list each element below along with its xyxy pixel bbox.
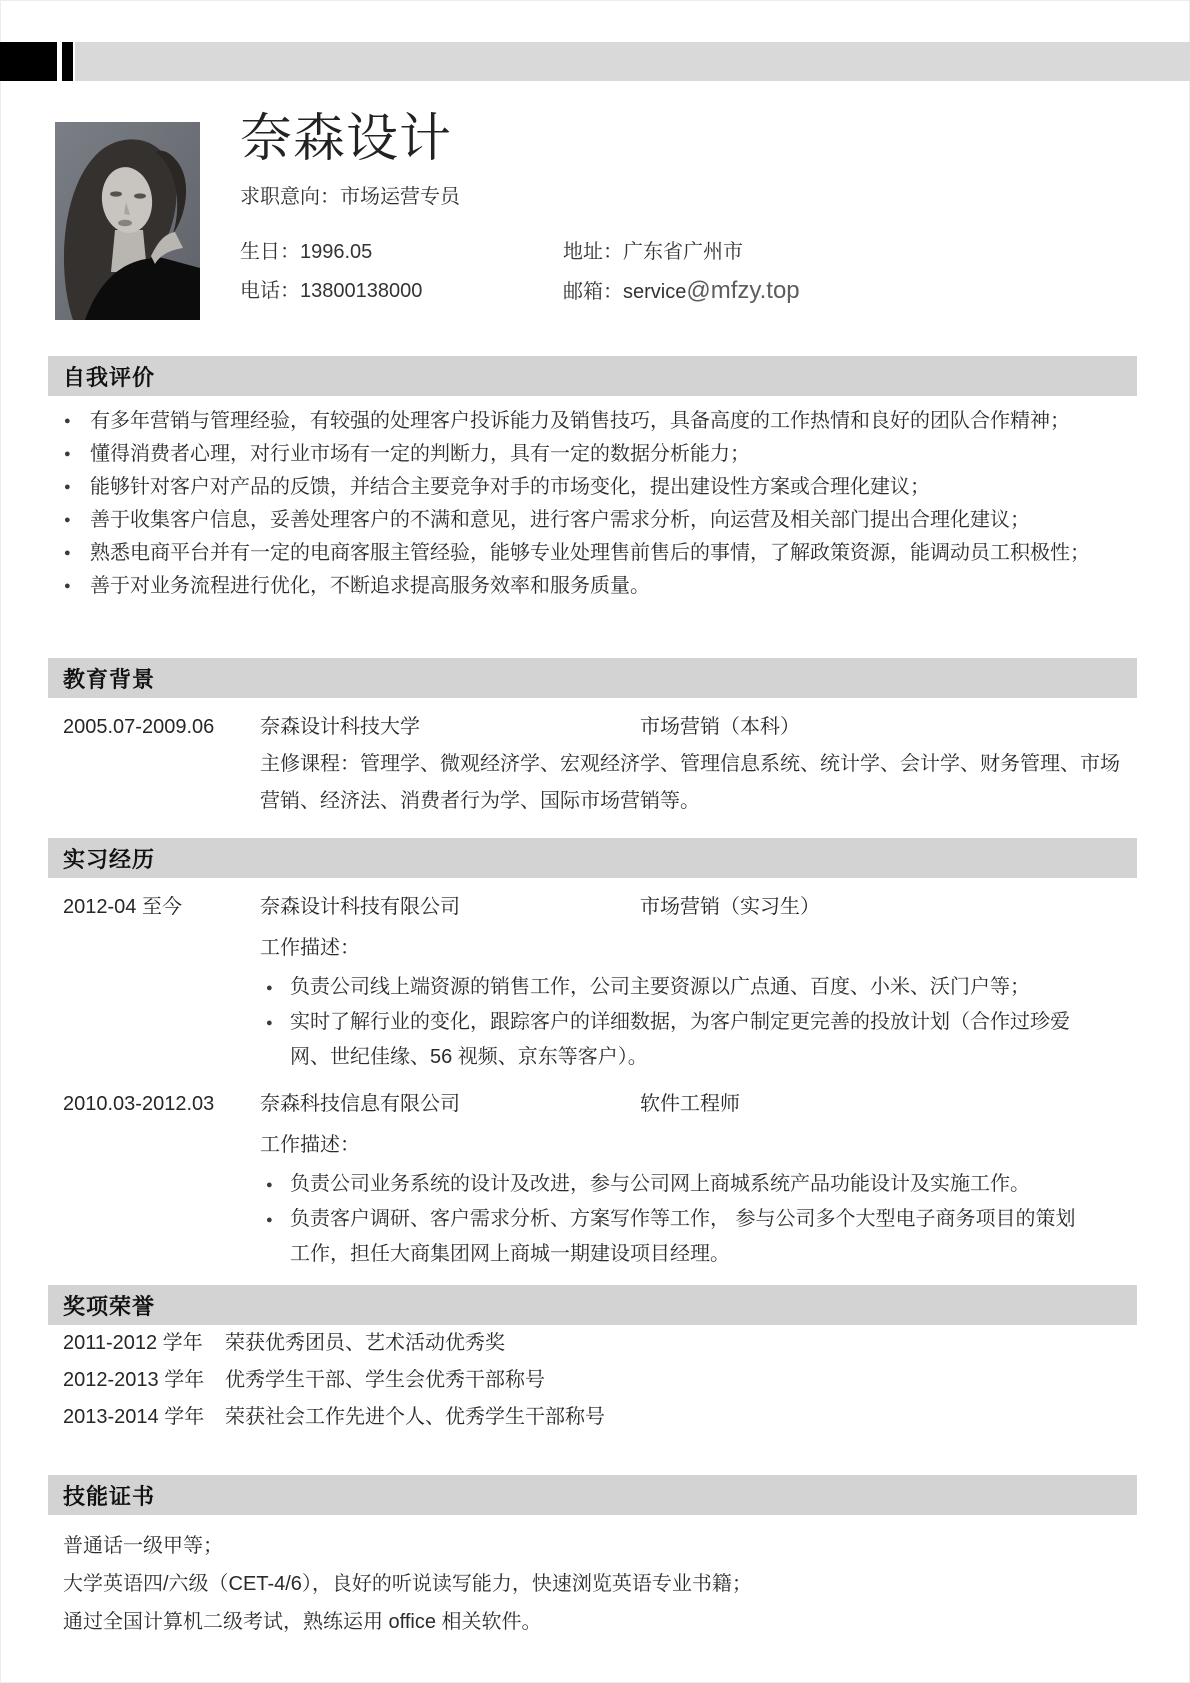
- list-item: ● 懂得消费者心理，对行业市场有一定的判断力，具有一定的数据分析能力；: [48, 438, 1137, 471]
- internship-entry: [48, 892, 1137, 922]
- list-item: ● 能够针对客户对产品的反馈，并结合主要竞争对手的市场变化，提出建设性方案或合理化建议；: [48, 471, 1137, 504]
- portrait-illustration: [55, 122, 200, 320]
- deco-gray-bar: [75, 42, 1190, 81]
- award-entry: [48, 1362, 1137, 1399]
- entry-company: 奈森设计科技有限公司: [260, 896, 460, 918]
- work-desc-label: 工作描述：: [260, 937, 360, 959]
- section-title: 奖项荣誉: [63, 1293, 156, 1319]
- entry-company: 奈森科技信息有限公司: [260, 1093, 460, 1115]
- entry-position: 市场营销（实习生）: [640, 896, 820, 918]
- list-item: ● 善于收集客户信息，妥善处理客户的不满和意见，进行客户需求分析，向运营及相关部门提出合理化建议；: [48, 504, 1137, 537]
- list-item: ● 负责客户调研、客户需求分析、方案写作等工作， 参与公司多个大型电子商务项目的策划工作，担任大商集团网上商城一期建设项目经理。: [260, 1202, 1090, 1272]
- education-courses: 主修课程：管理学、微观经济学、宏观经济学、管理信息系统、统计学、会计学、财务管理、市场营销、经济法、消费者行为学、国际市场营销等。: [260, 753, 1120, 812]
- entry-school: 奈森设计科技大学: [260, 716, 420, 738]
- top-decoration: [0, 42, 1190, 81]
- award-content: 优秀学生干部、学生会优秀干部称号: [225, 1369, 545, 1391]
- list-item: ● 负责公司业务系统的设计及改进，参与公司网上商城系统产品功能设计及实施工作。: [260, 1167, 1090, 1202]
- phone-info: 电话：13800138000: [240, 280, 423, 302]
- birth-info: 生日：1996.05: [240, 241, 373, 263]
- list-item: ● 有多年营销与管理经验，有较强的处理客户投诉能力及销售技巧，具备高度的工作热情和良好的团队合作精神；: [48, 405, 1137, 438]
- list-item: ● 熟悉电商平台并有一定的电商客服主管经验，能够专业处理售前售后的事情，了解政策资源，能调动员工积极性；: [48, 537, 1137, 570]
- section-header-bar: [48, 658, 1137, 698]
- list-item: ● 实时了解行业的变化，跟踪客户的详细数据，为客户制定更完善的投放计划（合作过珍爱网、世纪佳缘、56 视频、京东等客户）。: [260, 1005, 1090, 1075]
- deco-black-bar: [62, 42, 73, 81]
- award-period: 2012-2013 学年: [63, 1369, 205, 1391]
- section-self-evaluation: [48, 356, 1137, 603]
- internship-entry: [48, 1089, 1137, 1119]
- section-internship: [48, 838, 1137, 1272]
- entry-period: 2005.07-2009.06: [63, 716, 215, 738]
- award-entry: [48, 1325, 1137, 1362]
- section-awards: [48, 1285, 1137, 1436]
- award-period: 2011-2012 学年: [63, 1332, 203, 1354]
- work-desc-label: 工作描述：: [260, 1134, 360, 1156]
- email-info: 邮箱：service@mfzy.top: [563, 277, 800, 304]
- job-intent: 求职意向：市场运营专员: [240, 186, 460, 208]
- skill-line: 通过全国计算机二级考试，熟练运用 office 相关软件。: [63, 1611, 542, 1633]
- entry-position: 软件工程师: [640, 1093, 740, 1115]
- resume-header: [55, 108, 1137, 305]
- award-entry: [48, 1399, 1137, 1436]
- email-domain: @mfzy.top: [686, 277, 800, 304]
- entry-period: 2010.03-2012.03: [63, 1093, 215, 1115]
- deco-black-square: [0, 42, 57, 81]
- profile-photo: [55, 122, 200, 320]
- skill-line: 普通话一级甲等；: [63, 1535, 223, 1557]
- section-title: 自我评价: [63, 364, 156, 390]
- section-header-bar: [48, 838, 1137, 878]
- candidate-name: 奈森设计: [240, 110, 453, 168]
- address-info: 地址：广东省广州市: [563, 241, 743, 263]
- work-bullet-list: [260, 1167, 1137, 1272]
- self-evaluation-list: [48, 405, 1137, 603]
- section-header-bar: [48, 356, 1137, 396]
- skill-list: [48, 1527, 1137, 1641]
- section-skills: [48, 1475, 1137, 1641]
- skill-line: 大学英语四/六级（CET-4/6），良好的听说读写能力，快速浏览英语专业书籍；: [63, 1573, 752, 1595]
- section-title: 实习经历: [63, 846, 156, 872]
- award-period: 2013-2014 学年: [63, 1406, 205, 1428]
- list-item: ● 善于对业务流程进行优化，不断追求提高服务效率和服务质量。: [48, 570, 1137, 603]
- entry-period: 2012-04 至今: [63, 896, 182, 918]
- education-entry: [48, 712, 1137, 742]
- entry-major: 市场营销（本科）: [640, 716, 800, 738]
- section-header-bar: [48, 1475, 1137, 1515]
- section-title: 教育背景: [63, 666, 156, 692]
- award-content: 荣获优秀团员、艺术活动优秀奖: [225, 1332, 505, 1354]
- award-content: 荣获社会工作先进个人、优秀学生干部称号: [225, 1406, 605, 1428]
- section-title: 技能证书: [63, 1483, 156, 1509]
- section-header-bar: [48, 1285, 1137, 1325]
- list-item: ● 负责公司线上端资源的销售工作，公司主要资源以广点通、百度、小米、沃门户等；: [260, 970, 1090, 1005]
- contact-info: [240, 239, 1137, 305]
- work-bullet-list: [260, 970, 1137, 1075]
- section-education: [48, 658, 1137, 820]
